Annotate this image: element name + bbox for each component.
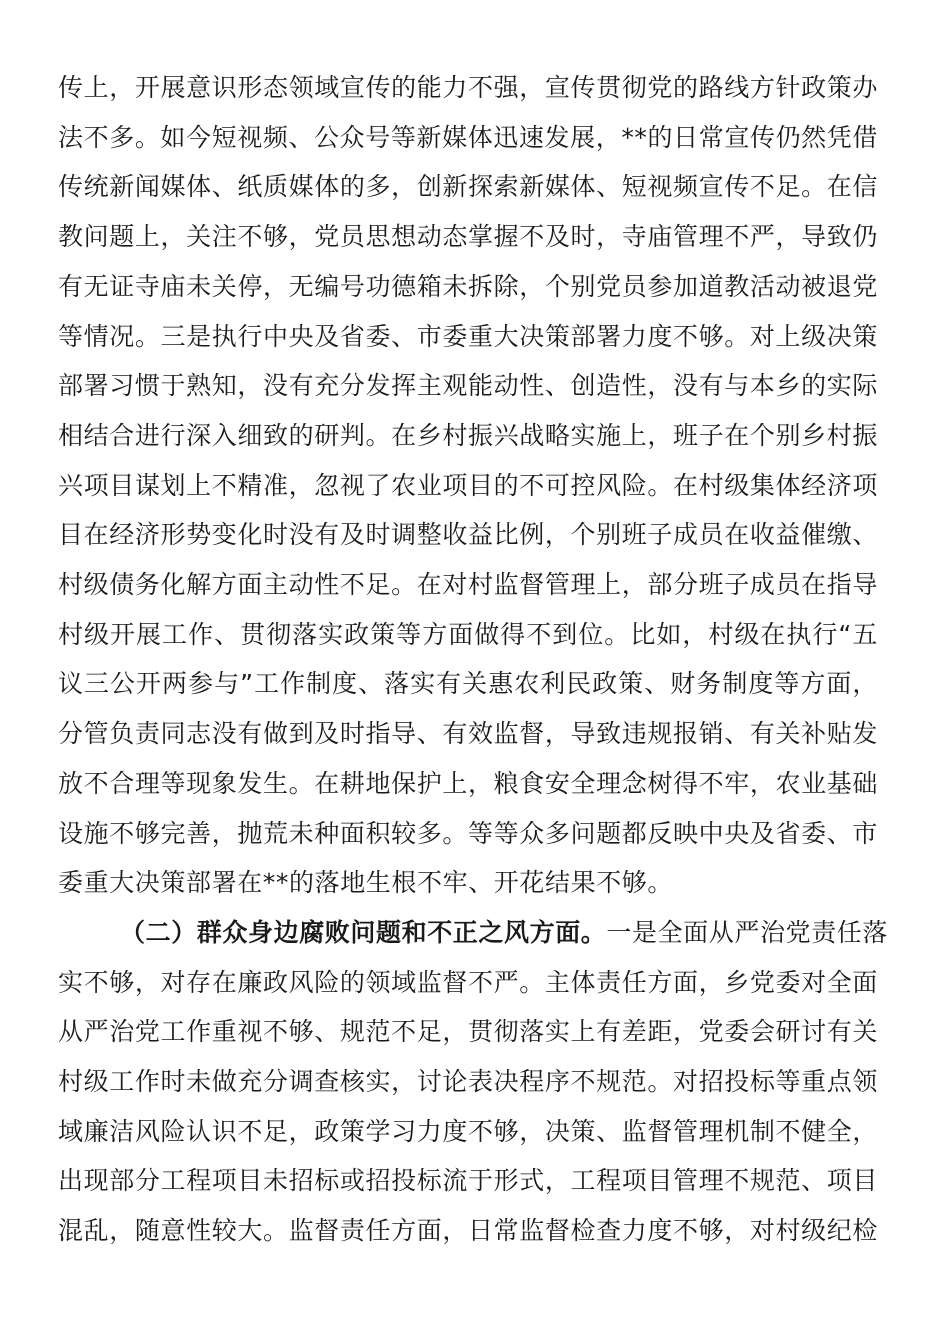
body-paragraph-1	[58, 63, 878, 908]
text-line: 村级开展工作、贯彻落实政策等方面做得不到位。比如，村级在执行“五	[58, 619, 878, 649]
text-line: 等情况。三是执行中央及省委、市委重大决策部署力度不够。对上级决策	[58, 321, 878, 351]
text-line: 传上，开展意识形态领域宣传的能力不强，宣传贯彻党的路线方针政策办	[58, 73, 878, 102]
text-line: 委重大决策部署在**的落地生根不牢、开花结果不够。	[58, 868, 674, 898]
text-line: 兴项目谋划上不精准，忽视了农业项目的不可控风险。在村级集体经济项	[58, 470, 878, 500]
text-line: 从严治党工作重视不够、规范不足，贯彻落实上有差距，党委会研讨有关	[58, 1017, 878, 1047]
text-line: 分管负责同志没有做到及时指导、有效监督，导致违规报销、有关补贴发	[58, 719, 878, 749]
text-line: 相结合进行深入细致的研判。在乡村振兴战略实施上，班子在个别乡村振	[58, 420, 878, 450]
text-line: 村级债务化解方面主动性不足。在对村监督管理上，部分班子成员在指导	[58, 570, 878, 600]
text-line: 法不多。如今短视频、公众号等新媒体迅速发展，**的日常宣传仍然凭借	[58, 122, 878, 152]
text-line: 有无证寺庙未关停，无编号功德箱未拆除，个别党员参加道教活动被退党	[58, 271, 878, 301]
section-heading: （二）群众身边腐败问题和不正之风方面。	[120, 917, 607, 947]
section-first-line	[58, 908, 889, 958]
text-line: 议三公开两参与”工作制度、落实有关惠农利民政策、财务制度等方面，	[58, 669, 878, 699]
text-line: 设施不够完善，抛荒未种面积较多。等等众多问题都反映中央及省委、市	[58, 818, 878, 848]
text-line: 教问题上，关注不够，党员思想动态掌握不及时，寺庙管理不严，导致仍	[58, 222, 878, 252]
section-first-line-text: 一是全面从严治党责任落	[606, 917, 889, 947]
text-line: 部署习惯于熟知，没有充分发挥主观能动性、创造性，没有与本乡的实际	[58, 371, 878, 401]
text-line: 目在经济形势变化时没有及时调整收益比例，个别班子成员在收益催缴、	[58, 520, 878, 550]
document-page	[58, 63, 889, 1256]
body-paragraph-2	[58, 908, 889, 1256]
text-line: 传统新闻媒体、纸质媒体的多，创新探索新媒体、短视频宣传不足。在信	[58, 172, 878, 202]
text-line: 出现部分工程项目未招标或招投标流于形式，工程项目管理不规范、项目	[58, 1166, 878, 1196]
text-line: 放不合理等现象发生。在耕地保护上，粮食安全理念树得不牢，农业基础	[58, 768, 878, 798]
text-line: 村级工作时未做充分调查核实，讨论表决程序不规范。对招投标等重点领	[58, 1067, 878, 1097]
text-line: 实不够，对存在廉政风险的领域监督不严。主体责任方面，乡党委对全面	[58, 967, 878, 997]
text-line: 混乱，随意性较大。监督责任方面，日常监督检查力度不够，对村级纪检	[58, 1216, 878, 1246]
text-line: 域廉洁风险认识不足，政策学习力度不够，决策、监督管理机制不健全，	[58, 1116, 878, 1146]
